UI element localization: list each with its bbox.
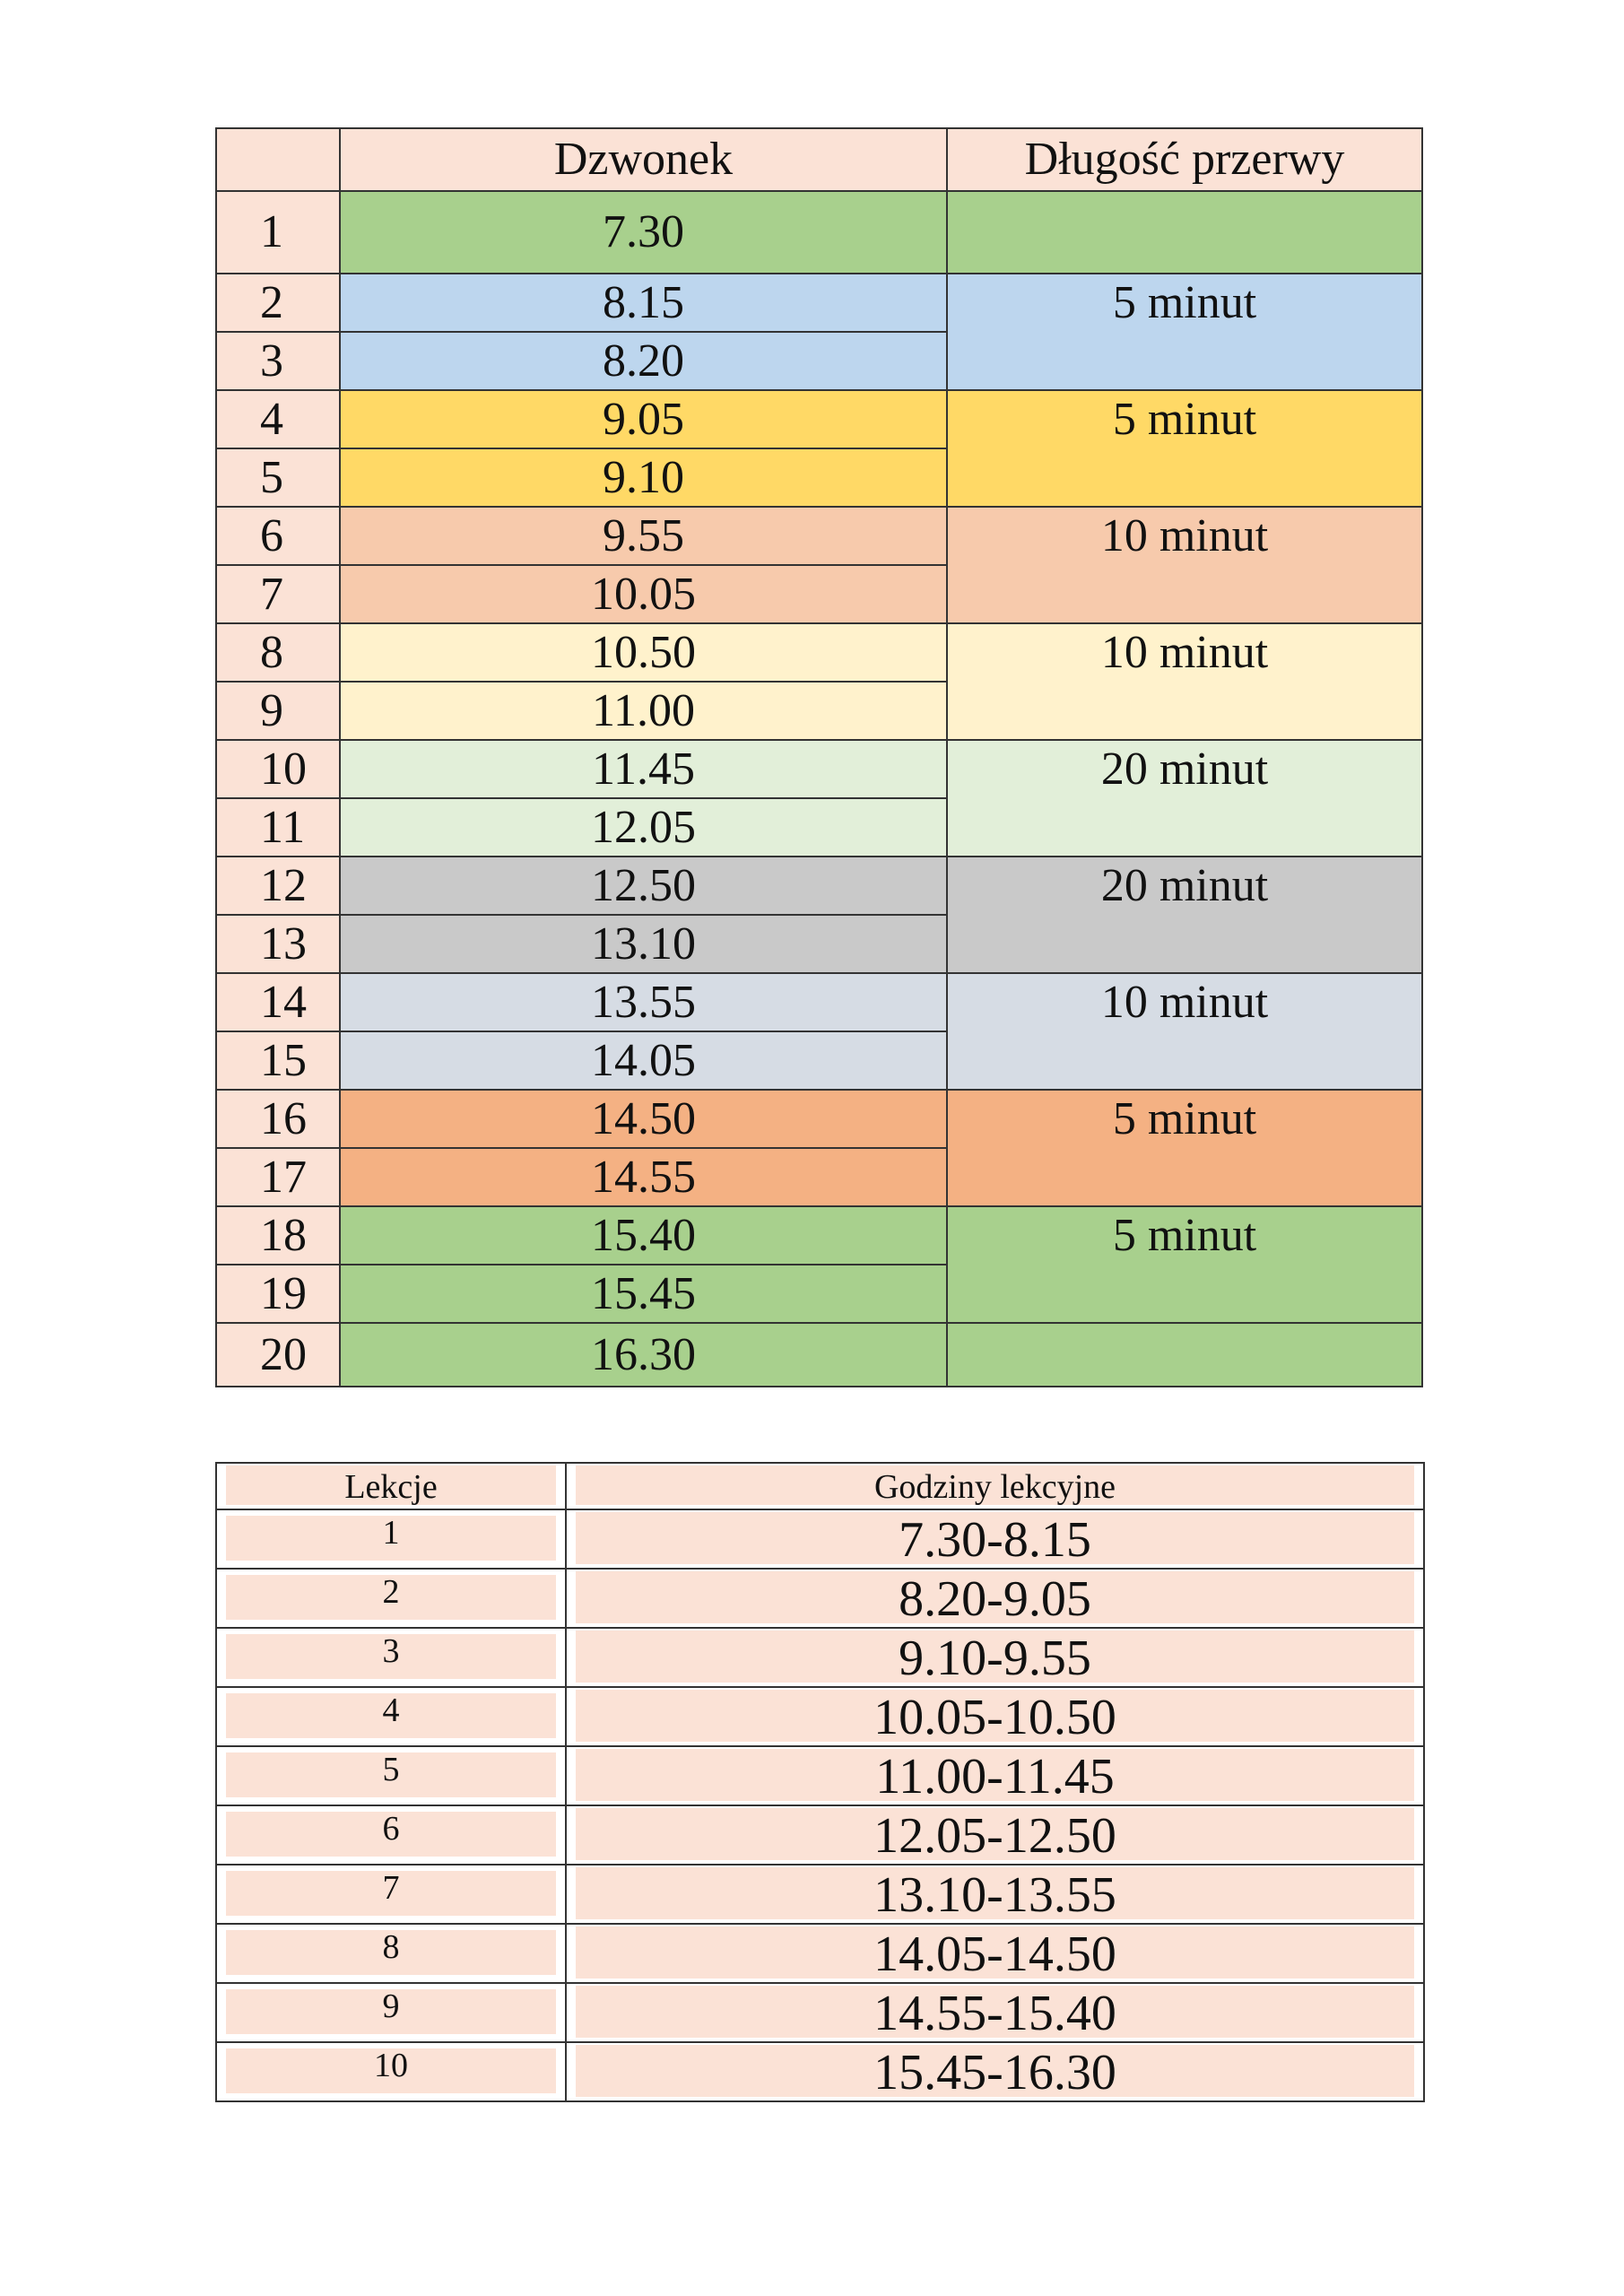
lesson-hours-cell [566, 1805, 1424, 1865]
bell-number: 2 [216, 274, 340, 332]
lesson-number: 9 [226, 1989, 556, 2034]
lesson-number: 7 [226, 1871, 556, 1916]
lesson-hours: 9.10-9.55 [576, 1631, 1414, 1683]
bell-row [216, 1323, 1422, 1387]
bell-row [216, 191, 1422, 274]
bell-number: 12 [216, 857, 340, 915]
lesson-row [216, 2042, 1424, 2101]
bell-time: 9.10 [340, 448, 947, 507]
bell-time: 15.45 [340, 1265, 947, 1323]
lesson-header-row [216, 1463, 1424, 1509]
bell-row [216, 857, 1422, 915]
header-bell: Dzwonek [340, 128, 947, 191]
bell-row [216, 623, 1422, 682]
bell-time: 8.20 [340, 332, 947, 390]
bell-number: 16 [216, 1090, 340, 1148]
bell-number: 14 [216, 973, 340, 1031]
lesson-row [216, 1805, 1424, 1865]
bell-row [216, 1090, 1422, 1148]
bell-time: 12.05 [340, 798, 947, 857]
lesson-number: 4 [226, 1693, 556, 1738]
bell-number: 3 [216, 332, 340, 390]
bell-time: 12.50 [340, 857, 947, 915]
break-length: 10 minut [947, 507, 1422, 623]
lesson-hours-cell [566, 2042, 1424, 2101]
lesson-number: 2 [226, 1575, 556, 1620]
bell-number: 19 [216, 1265, 340, 1323]
lesson-number: 5 [226, 1752, 556, 1797]
break-empty [947, 191, 1422, 274]
bell-time: 9.05 [340, 390, 947, 448]
bell-row [216, 973, 1422, 1031]
break-length: 10 minut [947, 623, 1422, 740]
bell-number: 1 [216, 191, 340, 274]
bell-number: 15 [216, 1031, 340, 1090]
lesson-row [216, 1924, 1424, 1983]
bell-header-row [216, 128, 1422, 191]
bell-number: 17 [216, 1148, 340, 1206]
bell-number: 5 [216, 448, 340, 507]
lesson-hours: 13.10-13.55 [576, 1867, 1414, 1919]
lesson-hours-cell [566, 1628, 1424, 1687]
bell-number: 10 [216, 740, 340, 798]
lesson-number-cell [216, 1569, 566, 1628]
bell-time: 10.05 [340, 565, 947, 623]
header-lessons [216, 1463, 566, 1509]
lesson-number-cell [216, 1746, 566, 1805]
break-length: 5 minut [947, 1206, 1422, 1323]
lesson-hours-table [215, 1462, 1425, 2102]
bell-number: 6 [216, 507, 340, 565]
header-lessons-label: Lekcje [226, 1465, 556, 1505]
lesson-number-cell [216, 1983, 566, 2042]
bell-time: 11.45 [340, 740, 947, 798]
lesson-row [216, 1865, 1424, 1924]
lesson-hours-cell [566, 1865, 1424, 1924]
bell-row [216, 507, 1422, 565]
lesson-hours: 14.05-14.50 [576, 1926, 1414, 1979]
lesson-row [216, 1509, 1424, 1569]
bell-time: 14.50 [340, 1090, 947, 1148]
lesson-hours-cell [566, 1983, 1424, 2042]
bell-schedule-table [215, 127, 1423, 1387]
bell-number: 9 [216, 682, 340, 740]
break-length: 5 minut [947, 1090, 1422, 1206]
bell-time: 15.40 [340, 1206, 947, 1265]
lesson-number-cell [216, 1687, 566, 1746]
bell-time: 11.00 [340, 682, 947, 740]
lesson-hours: 10.05-10.50 [576, 1690, 1414, 1742]
bell-row [216, 1206, 1422, 1265]
bell-number: 13 [216, 915, 340, 973]
bell-number: 11 [216, 798, 340, 857]
bell-time: 14.05 [340, 1031, 947, 1090]
lesson-number-cell [216, 2042, 566, 2101]
lesson-hours: 14.55-15.40 [576, 1986, 1414, 2038]
bell-time: 10.50 [340, 623, 947, 682]
break-length: 20 minut [947, 740, 1422, 857]
break-length: 10 minut [947, 973, 1422, 1090]
lesson-number-cell [216, 1509, 566, 1569]
lesson-row [216, 1983, 1424, 2042]
bell-row [216, 740, 1422, 798]
bell-number: 20 [216, 1323, 340, 1387]
lesson-row [216, 1628, 1424, 1687]
lesson-number-cell [216, 1628, 566, 1687]
header-hours-label: Godziny lekcyjne [576, 1465, 1414, 1505]
lesson-hours: 7.30-8.15 [576, 1512, 1414, 1564]
lesson-number-cell [216, 1805, 566, 1865]
lesson-hours: 8.20-9.05 [576, 1571, 1414, 1623]
lesson-hours: 11.00-11.45 [576, 1749, 1414, 1801]
bell-time: 14.55 [340, 1148, 947, 1206]
break-length: 20 minut [947, 857, 1422, 973]
break-empty [947, 1323, 1422, 1387]
bell-number: 8 [216, 623, 340, 682]
lesson-number: 6 [226, 1812, 556, 1857]
lesson-number-cell [216, 1924, 566, 1983]
lesson-hours-cell [566, 1924, 1424, 1983]
break-length: 5 minut [947, 390, 1422, 507]
lesson-row [216, 1746, 1424, 1805]
lesson-number: 3 [226, 1634, 556, 1679]
bell-time: 7.30 [340, 191, 947, 274]
header-hours [566, 1463, 1424, 1509]
lesson-number: 10 [226, 2048, 556, 2093]
lesson-hours-cell [566, 1569, 1424, 1628]
bell-row [216, 274, 1422, 332]
lesson-row [216, 1569, 1424, 1628]
lesson-hours-cell [566, 1687, 1424, 1746]
bell-time: 8.15 [340, 274, 947, 332]
bell-number: 4 [216, 390, 340, 448]
bell-time: 16.30 [340, 1323, 947, 1387]
bell-time: 9.55 [340, 507, 947, 565]
lesson-number: 8 [226, 1930, 556, 1975]
bell-number: 18 [216, 1206, 340, 1265]
header-break-length: Długość przerwy [947, 128, 1422, 191]
bell-number: 7 [216, 565, 340, 623]
bell-time: 13.55 [340, 973, 947, 1031]
lesson-row [216, 1687, 1424, 1746]
lesson-hours: 15.45-16.30 [576, 2045, 1414, 2097]
bell-time: 13.10 [340, 915, 947, 973]
lesson-number: 1 [226, 1516, 556, 1561]
bell-row [216, 390, 1422, 448]
lesson-hours-cell [566, 1509, 1424, 1569]
lesson-hours-cell [566, 1746, 1424, 1805]
break-length: 5 minut [947, 274, 1422, 390]
lesson-hours: 12.05-12.50 [576, 1808, 1414, 1860]
lesson-number-cell [216, 1865, 566, 1924]
header-number [216, 128, 340, 191]
